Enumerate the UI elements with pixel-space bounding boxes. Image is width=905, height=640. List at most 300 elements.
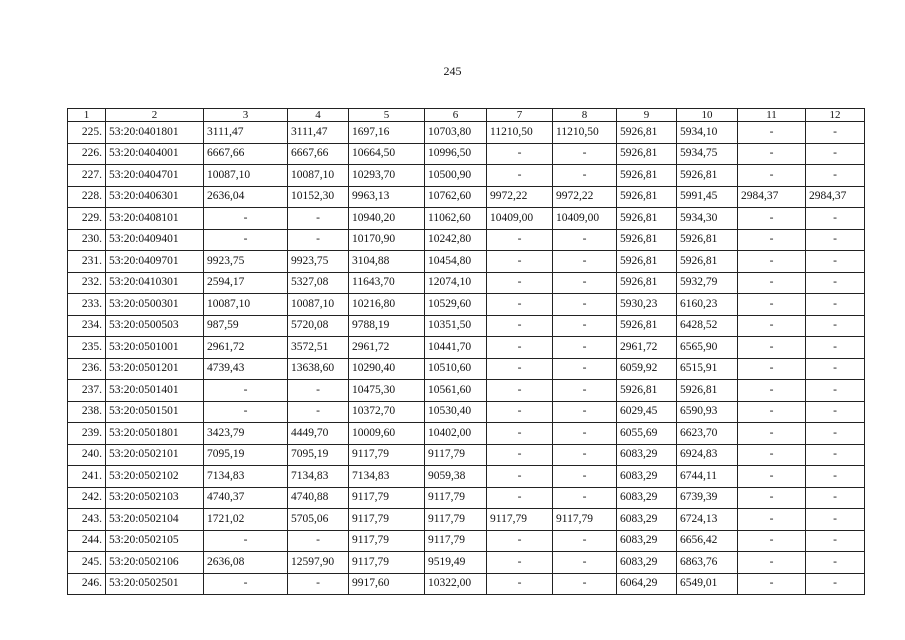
value-cell-col9: 5926,81 [617,229,677,251]
value-cell-col9: 5926,81 [617,315,677,337]
value-cell-col4: 4740,88 [288,487,349,509]
cadastral-number-cell: 53:20:0404001 [106,143,204,165]
row-number-cell: 226. [68,143,106,165]
value-cell-col3: - [204,208,288,230]
value-cell-col12: - [806,229,865,251]
value-cell-col4: 6667,66 [288,143,349,165]
value-cell-col3: 1721,02 [204,509,288,531]
row-number-cell: 242. [68,487,106,509]
column-header-5: 5 [349,109,425,122]
value-cell-col12: - [806,380,865,402]
value-cell-col12: - [806,423,865,445]
row-number-cell: 241. [68,466,106,488]
value-cell-col6: 12074,10 [425,272,487,294]
value-cell-col11: - [738,208,806,230]
column-header-3: 3 [204,109,288,122]
table-row [68,380,865,402]
row-number-cell: 233. [68,294,106,316]
row-number-cell: 238. [68,401,106,423]
value-cell-col3: 10087,10 [204,165,288,187]
value-cell-col9: 5926,81 [617,122,677,144]
table-row [68,552,865,574]
value-cell-col7: - [487,229,553,251]
value-cell-col6: 10996,50 [425,143,487,165]
value-cell-col6: 9117,79 [425,444,487,466]
value-cell-col9: 5926,81 [617,165,677,187]
value-cell-col7: 11210,50 [487,122,553,144]
value-cell-col7: - [487,165,553,187]
value-cell-col12: - [806,530,865,552]
value-cell-col7: 9117,79 [487,509,553,531]
value-cell-col7: - [487,251,553,273]
value-cell-col10: 5934,75 [677,143,738,165]
value-cell-col11: - [738,509,806,531]
value-cell-col4: - [288,573,349,595]
cadastral-number-cell: 53:20:0501001 [106,337,204,359]
value-cell-col4: - [288,530,349,552]
value-cell-col11: - [738,358,806,380]
column-header-1: 1 [68,109,106,122]
cadastral-number-cell: 53:20:0409701 [106,251,204,273]
value-cell-col10: 5932,79 [677,272,738,294]
value-cell-col4: 5327,08 [288,272,349,294]
row-number-cell: 240. [68,444,106,466]
value-cell-col9: 6083,29 [617,552,677,574]
value-cell-col3: 4740,37 [204,487,288,509]
value-cell-col9: 6083,29 [617,444,677,466]
value-cell-col8: - [553,294,617,316]
value-cell-col10: 6863,76 [677,552,738,574]
value-cell-col4: 7095,19 [288,444,349,466]
value-cell-col10: 6515,91 [677,358,738,380]
value-cell-col7: - [487,552,553,574]
row-number-cell: 234. [68,315,106,337]
value-cell-col8: - [553,487,617,509]
value-cell-col6: 10242,80 [425,229,487,251]
table-row [68,294,865,316]
value-cell-col8: 9117,79 [553,509,617,531]
value-cell-col10: 5934,30 [677,208,738,230]
cadastral-number-cell: 53:20:0500503 [106,315,204,337]
value-cell-col5: 9117,79 [349,530,425,552]
value-cell-col11: - [738,530,806,552]
value-cell-col6: 10561,60 [425,380,487,402]
row-number-cell: 225. [68,122,106,144]
column-header-9: 9 [617,109,677,122]
cadastral-number-cell: 53:20:0406301 [106,186,204,208]
value-cell-col6: 10510,60 [425,358,487,380]
value-cell-col6: 9059,38 [425,466,487,488]
value-cell-col6: 10322,00 [425,573,487,595]
value-cell-col11: - [738,165,806,187]
column-header-10: 10 [677,109,738,122]
value-cell-col8: - [553,337,617,359]
value-cell-col10: 6428,52 [677,315,738,337]
table-row [68,358,865,380]
value-cell-col7: - [487,466,553,488]
value-cell-col11: 2984,37 [738,186,806,208]
value-cell-col6: 9117,79 [425,530,487,552]
value-cell-col9: 6055,69 [617,423,677,445]
value-cell-col12: - [806,487,865,509]
table-row [68,573,865,595]
value-cell-col9: 6064,29 [617,573,677,595]
value-cell-col8: - [553,272,617,294]
value-cell-col3: - [204,573,288,595]
value-cell-col10: 5926,81 [677,165,738,187]
value-cell-col12: - [806,509,865,531]
value-cell-col8: - [553,552,617,574]
table-row [68,315,865,337]
value-cell-col3: 7095,19 [204,444,288,466]
value-cell-col8: - [553,444,617,466]
value-cell-col7: - [487,530,553,552]
value-cell-col11: - [738,466,806,488]
value-cell-col5: 2961,72 [349,337,425,359]
value-cell-col7: - [487,380,553,402]
row-number-cell: 231. [68,251,106,273]
row-number-cell: 232. [68,272,106,294]
value-cell-col6: 9117,79 [425,509,487,531]
value-cell-col8: - [553,229,617,251]
value-cell-col4: 10152,30 [288,186,349,208]
value-cell-col4: 12597,90 [288,552,349,574]
cadastral-number-cell: 53:20:0501201 [106,358,204,380]
row-number-cell: 229. [68,208,106,230]
column-header-7: 7 [487,109,553,122]
value-cell-col12: - [806,272,865,294]
value-cell-col11: - [738,573,806,595]
row-number-cell: 230. [68,229,106,251]
value-cell-col7: - [487,423,553,445]
value-cell-col8: - [553,530,617,552]
value-cell-col7: - [487,573,553,595]
value-cell-col12: - [806,358,865,380]
value-cell-col5: 10475,30 [349,380,425,402]
data-table [67,108,865,595]
value-cell-col10: 5926,81 [677,229,738,251]
table-row [68,530,865,552]
value-cell-col10: 6623,70 [677,423,738,445]
value-cell-col3: - [204,229,288,251]
value-cell-col9: 5930,23 [617,294,677,316]
value-cell-col12: - [806,294,865,316]
value-cell-col4: 5720,08 [288,315,349,337]
value-cell-col12: - [806,552,865,574]
value-cell-col8: - [553,358,617,380]
column-header-2: 2 [106,109,204,122]
value-cell-col6: 10351,50 [425,315,487,337]
table-row [68,165,865,187]
table-row [68,401,865,423]
value-cell-col8: 9972,22 [553,186,617,208]
page-number: 245 [443,64,462,78]
table-body [68,122,865,595]
table-row [68,229,865,251]
value-cell-col10: 6924,83 [677,444,738,466]
table-row [68,251,865,273]
value-cell-col12: - [806,143,865,165]
row-number-cell: 243. [68,509,106,531]
value-cell-col11: - [738,444,806,466]
value-cell-col3: 2636,04 [204,186,288,208]
value-cell-col9: 6083,29 [617,509,677,531]
table-row [68,466,865,488]
header-row [68,109,865,122]
value-cell-col5: 10940,20 [349,208,425,230]
value-cell-col12: - [806,444,865,466]
table-row [68,208,865,230]
value-cell-col8: - [553,165,617,187]
value-cell-col11: - [738,337,806,359]
table-row [68,509,865,531]
value-cell-col7: - [487,337,553,359]
value-cell-col7: - [487,315,553,337]
value-cell-col5: 9963,13 [349,186,425,208]
cadastral-number-cell: 53:20:0502103 [106,487,204,509]
value-cell-col3: 2636,08 [204,552,288,574]
value-cell-col11: - [738,272,806,294]
value-cell-col5: 9117,79 [349,509,425,531]
value-cell-col10: 6744,11 [677,466,738,488]
value-cell-col7: - [487,401,553,423]
value-cell-col9: 5926,81 [617,143,677,165]
value-cell-col4: 10087,10 [288,294,349,316]
value-cell-col7: - [487,272,553,294]
value-cell-col6: 10762,60 [425,186,487,208]
value-cell-col7: - [487,487,553,509]
value-cell-col5: 10009,60 [349,423,425,445]
row-number-cell: 235. [68,337,106,359]
value-cell-col7: - [487,294,553,316]
value-cell-col4: 9923,75 [288,251,349,273]
cadastral-number-cell: 53:20:0502106 [106,552,204,574]
row-number-cell: 227. [68,165,106,187]
value-cell-col9: 6029,45 [617,401,677,423]
value-cell-col4: - [288,401,349,423]
column-header-6: 6 [425,109,487,122]
value-cell-col12: - [806,466,865,488]
row-number-cell: 237. [68,380,106,402]
table-row [68,444,865,466]
value-cell-col10: 5926,81 [677,251,738,273]
value-cell-col10: 6656,42 [677,530,738,552]
value-cell-col5: 11643,70 [349,272,425,294]
value-cell-col9: 5926,81 [617,380,677,402]
value-cell-col8: - [553,423,617,445]
value-cell-col4: 5705,06 [288,509,349,531]
table-row [68,423,865,445]
value-cell-col8: - [553,573,617,595]
value-cell-col9: 6083,29 [617,466,677,488]
value-cell-col6: 10402,00 [425,423,487,445]
cadastral-number-cell: 53:20:0500301 [106,294,204,316]
table-row [68,337,865,359]
row-number-cell: 236. [68,358,106,380]
value-cell-col4: 4449,70 [288,423,349,445]
value-cell-col4: - [288,380,349,402]
value-cell-col3: - [204,380,288,402]
value-cell-col8: - [553,466,617,488]
value-cell-col5: 10372,70 [349,401,425,423]
value-cell-col6: 10500,90 [425,165,487,187]
value-cell-col3: - [204,530,288,552]
value-cell-col5: 9117,79 [349,552,425,574]
value-cell-col9: 5926,81 [617,272,677,294]
column-header-12: 12 [806,109,865,122]
value-cell-col12: - [806,401,865,423]
value-cell-col9: 5926,81 [617,208,677,230]
value-cell-col5: 10170,90 [349,229,425,251]
value-cell-col3: 2961,72 [204,337,288,359]
table-row [68,487,865,509]
value-cell-col10: 5926,81 [677,380,738,402]
table-row [68,272,865,294]
value-cell-col5: 9117,79 [349,444,425,466]
value-cell-col9: 5926,81 [617,186,677,208]
value-cell-col12: - [806,165,865,187]
value-cell-col10: 5934,10 [677,122,738,144]
row-number-cell: 245. [68,552,106,574]
value-cell-col3: 987,59 [204,315,288,337]
value-cell-col12: - [806,208,865,230]
value-cell-col10: 6724,13 [677,509,738,531]
value-cell-col3: 7134,83 [204,466,288,488]
column-header-8: 8 [553,109,617,122]
value-cell-col8: - [553,380,617,402]
value-cell-col7: - [487,143,553,165]
value-cell-col11: - [738,229,806,251]
value-cell-col3: - [204,401,288,423]
value-cell-col6: 10529,60 [425,294,487,316]
value-cell-col9: 2961,72 [617,337,677,359]
value-cell-col5: 9917,60 [349,573,425,595]
value-cell-col5: 9117,79 [349,487,425,509]
value-cell-col5: 10216,80 [349,294,425,316]
value-cell-col7: 10409,00 [487,208,553,230]
cadastral-number-cell: 53:20:0501401 [106,380,204,402]
value-cell-col9: 6083,29 [617,530,677,552]
value-cell-col9: 6059,92 [617,358,677,380]
value-cell-col11: - [738,122,806,144]
value-cell-col7: 9972,22 [487,186,553,208]
value-cell-col10: 6565,90 [677,337,738,359]
cadastral-number-cell: 53:20:0502501 [106,573,204,595]
cadastral-number-cell: 53:20:0502102 [106,466,204,488]
value-cell-col12: - [806,251,865,273]
value-cell-col3: 2594,17 [204,272,288,294]
cadastral-number-cell: 53:20:0408101 [106,208,204,230]
row-number-cell: 228. [68,186,106,208]
value-cell-col5: 1697,16 [349,122,425,144]
value-cell-col5: 10293,70 [349,165,425,187]
value-cell-col6: 10441,70 [425,337,487,359]
value-cell-col12: - [806,573,865,595]
value-cell-col11: - [738,251,806,273]
value-cell-col8: - [553,315,617,337]
cadastral-number-cell: 53:20:0502101 [106,444,204,466]
value-cell-col11: - [738,143,806,165]
value-cell-col11: - [738,380,806,402]
value-cell-col4: 3572,51 [288,337,349,359]
cadastral-number-cell: 53:20:0409401 [106,229,204,251]
value-cell-col6: 10703,80 [425,122,487,144]
value-cell-col10: 6590,93 [677,401,738,423]
value-cell-col7: - [487,444,553,466]
cadastral-number-cell: 53:20:0404701 [106,165,204,187]
value-cell-col8: - [553,251,617,273]
column-header-11: 11 [738,109,806,122]
value-cell-col5: 9788,19 [349,315,425,337]
value-cell-col8: 11210,50 [553,122,617,144]
table-row [68,143,865,165]
row-number-cell: 239. [68,423,106,445]
value-cell-col8: 10409,00 [553,208,617,230]
value-cell-col4: 7134,83 [288,466,349,488]
value-cell-col11: - [738,423,806,445]
value-cell-col9: 6083,29 [617,487,677,509]
value-cell-col12: - [806,122,865,144]
row-number-cell: 244. [68,530,106,552]
value-cell-col6: 9117,79 [425,487,487,509]
value-cell-col4: - [288,208,349,230]
value-cell-col5: 10290,40 [349,358,425,380]
value-cell-col3: 4739,43 [204,358,288,380]
value-cell-col3: 3423,79 [204,423,288,445]
value-cell-col11: - [738,552,806,574]
value-cell-col9: 5926,81 [617,251,677,273]
cadastral-number-cell: 53:20:0502104 [106,509,204,531]
cadastral-number-cell: 53:20:0401801 [106,122,204,144]
value-cell-col11: - [738,401,806,423]
value-cell-col11: - [738,487,806,509]
value-cell-col3: 9923,75 [204,251,288,273]
value-cell-col4: 13638,60 [288,358,349,380]
value-cell-col3: 3111,47 [204,122,288,144]
value-cell-col4: 10087,10 [288,165,349,187]
cadastral-number-cell: 53:20:0502105 [106,530,204,552]
cadastral-number-cell: 53:20:0501501 [106,401,204,423]
value-cell-col5: 10664,50 [349,143,425,165]
value-cell-col6: 10454,80 [425,251,487,273]
value-cell-col3: 6667,66 [204,143,288,165]
column-header-4: 4 [288,109,349,122]
value-cell-col10: 6160,23 [677,294,738,316]
value-cell-col6: 10530,40 [425,401,487,423]
table-row [68,122,865,144]
cadastral-number-cell: 53:20:0501801 [106,423,204,445]
value-cell-col11: - [738,315,806,337]
value-cell-col12: 2984,37 [806,186,865,208]
value-cell-col5: 3104,88 [349,251,425,273]
value-cell-col10: 6739,39 [677,487,738,509]
value-cell-col6: 11062,60 [425,208,487,230]
value-cell-col3: 10087,10 [204,294,288,316]
row-number-cell: 246. [68,573,106,595]
value-cell-col4: 3111,47 [288,122,349,144]
value-cell-col4: - [288,229,349,251]
value-cell-col7: - [487,358,553,380]
value-cell-col10: 6549,01 [677,573,738,595]
value-cell-col11: - [738,294,806,316]
value-cell-col12: - [806,315,865,337]
value-cell-col8: - [553,401,617,423]
value-cell-col12: - [806,337,865,359]
table-header [68,109,865,122]
value-cell-col5: 7134,83 [349,466,425,488]
value-cell-col10: 5991,45 [677,186,738,208]
cadastral-number-cell: 53:20:0410301 [106,272,204,294]
